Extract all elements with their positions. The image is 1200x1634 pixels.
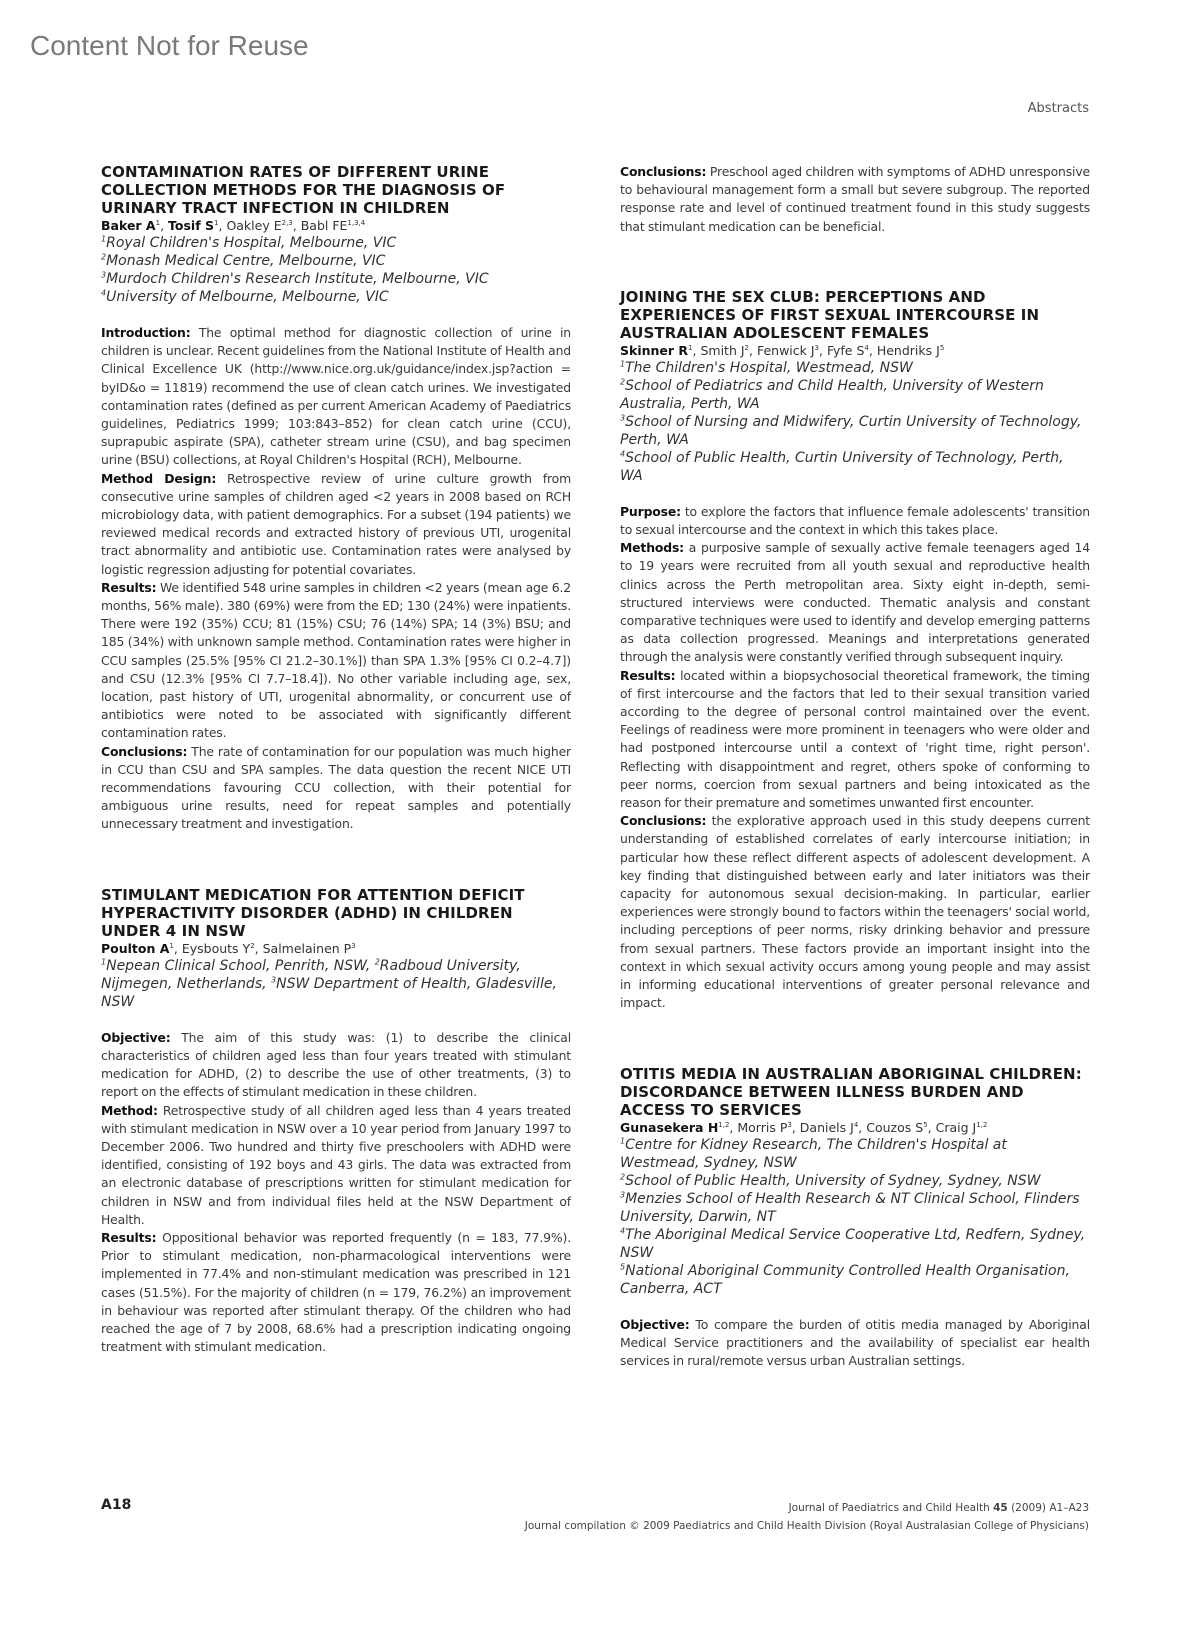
section-results: Results: located within a biopsychosocial theoretical framework, the timing of first intercourse and the factors that led to their sexual transition varied according to the degree of personal control maintained over the event. Feelings of readiness were more prominent in teenagers who were older and had postponed intercourse until a context of 'right time, right person'. Reflecting with disappointment and regret, others spoke of conforming to peer norms, coercion from sexual partners and being intoxicated as the reason for their premature and sometimes unwanted first encounter. (620, 667, 1090, 811)
author-list: Baker $A^1$, Tosif $S^1$, Oakley E$^{2,3}$, Babl FE$^{1,3,4}$ (101, 218, 366, 233)
author-name: Baker A (101, 218, 156, 233)
section-results: Results: Oppositional behavior was reported frequently (n = 183, 77.9%). Prior to stimulant medication, non-pharmacological interventions were implemented in 77.4% and non-stimulant medication was prescribed in 121 cases (51.5%). For the majority of children (n = 179, 76.2%) an improvement in behaviour was reported after stimulant therapy. Of the children who had reached the age of 7 by 2008, 68.6% had a prescription indicating ongoing treatment with stimulant medication. (101, 1229, 571, 1355)
column-left (101, 163, 571, 1404)
author-name: Salmelainen P (262, 940, 352, 956)
affiliation: $^2$School of Public Health, University of Sydney, Sydney, NSW (620, 1171, 1041, 1189)
abstract-stimulant-adhd (101, 886, 571, 1357)
author-name: Tosif S (168, 218, 215, 233)
journal-footer (525, 1499, 1089, 1535)
section-methods: Methods: a purposive sample of sexually active female teenagers aged 14 to 19 years were recruited from all youth sexual and reproductive health clinics across the Perth metropolitan area. Sixty eight in-depth, semi-structured interviews were conducted. Thematic analysis and constant comparative techniques were used to identify and develop emerging patterns as data collection progressed. Meanings and interpretations generated through the analysis were constantly verified through subsequent inquiry. (620, 540, 1090, 665)
section-method-design: Method Design: Retrospective review of urine culture growth from consecutive urine samples of children aged <2 years in 2008 based on RCH microbiology data, with patient demographics. For a subset (194 patients) we reviewed medical records and extracted history of previous UTI, urogenital tract abnormality and antibiotic use. Contamination rates were analysed by logistic regression adjusting for potential covariates. (101, 470, 571, 577)
author-name: Hendriks J (876, 342, 940, 358)
affiliation: $^2$Monash Medical Centre, Melbourne, VIC (101, 252, 386, 269)
copyright-line: Journal compilation © 2009 Paediatrics and Child Health Division (Royal Australasian College of Physicians) (524, 1520, 1089, 1532)
section-method: Method: Retrospective study of all children aged less than 4 years treated with stimulant medication in NSW over a 10 year period from January 1997 to December 2006. Two hundred and thirty five preschoolers with ADHD were identified, consisting of 192 boys and 43 girls. The data was extracted from an electronic database of prescriptions written for stimulant medication for children in NSW and from individual files held at the NSW Department of Health. (101, 1102, 571, 1227)
affiliation: $^1$Royal Children's Hospital, Melbourne, VIC (101, 234, 397, 251)
affiliation-list (620, 1136, 1090, 1298)
abstract-title: OTITIS MEDIA IN AUSTRALIAN ABORIGINAL CHILDREN: DISCORDANCE BETWEEN ILLNESS BURDEN AND ACCESS TO SERVICES (620, 1064, 1082, 1119)
affiliation: $^5$National Aboriginal Community Controlled Health Organisation, Canberra, ACT (620, 1261, 1070, 1297)
abstract-title: STIMULANT MEDICATION FOR ATTENTION DEFICIT HYPERACTIVITY DISORDER (ADHD) IN CHILDREN UNDER 4 IN NSW (101, 885, 525, 940)
abstract-sex-club (620, 288, 1090, 1013)
affiliation: $^1$Nepean Clinical School, Penrith, NSW, $^2$Radboud University, Nijmegen, Netherlands, $^3$NSW Department of Health, Gladesville, NSW (101, 957, 557, 1010)
author-affiliation-marker: 5 (939, 343, 945, 352)
affiliation-list (620, 359, 1090, 485)
author-affiliation-marker: 4 (853, 1120, 859, 1129)
journal-citation: Journal of Paediatrics and Child Health 45 (2009) A1–A23 (788, 1502, 1089, 1514)
abstract-urine-contamination (101, 163, 571, 834)
column-right (620, 163, 1090, 1418)
author-list: Skinner $R^1$, Smith $J^2$, Fenwick $J^3$, Fyfe $S^4$, Hendriks $J^5$ (620, 342, 945, 358)
author-name: Eysbouts Y (181, 940, 251, 956)
abstract-title: JOINING THE SEX CLUB: PERCEPTIONS AND EXPERIENCES OF FIRST SEXUAL INTERCOURSE IN AUSTRALIAN ADOLESCENT FEMALES (620, 287, 1040, 342)
affiliation: $^4$The Aboriginal Medical Service Cooperative Ltd, Redfern, Sydney, NSW (620, 1225, 1086, 1261)
affiliation: $^1$The Children's Hospital, Westmead, NSW (620, 359, 913, 376)
author-name: Daniels J (799, 1119, 854, 1135)
author-affiliation-marker: 2,3 (281, 218, 293, 227)
author-name: Couzos S (866, 1119, 924, 1135)
author-name: Fenwick J (756, 342, 815, 358)
affiliation-list (101, 957, 571, 1011)
author-affiliation-marker: 1 (688, 343, 693, 352)
section-objective: Objective: To compare the burden of otitis media managed by Aboriginal Medical Service practitioners and the availability of specialist ear health services in rural/remote versus urban Australian settings. (620, 1316, 1090, 1368)
author-affiliation-marker: 3 (814, 343, 820, 352)
author-affiliation-marker: 3 (351, 941, 356, 950)
author-list: Poulton $A^1$, Eysbouts $Y^2$, Salmelainen $P^3$ (101, 940, 356, 956)
affiliation: $^3$Murdoch Children's Research Institute, Melbourne, VIC (101, 270, 489, 287)
affiliation: $^2$School of Pediatrics and Child Health, University of Western Australia, Perth, WA (620, 377, 1044, 412)
section-conclusions: Conclusions: Preschool aged children with symptoms of ADHD unresponsive to behavioural management form a small but severe subgroup. The reported response rate and level of continued treatment found in this study suggests that stimulant medication can be beneficial. (620, 164, 1090, 234)
author-affiliation-marker: 1,2 (718, 1120, 730, 1129)
author-name: Smith J (700, 342, 745, 358)
abstract-stimulant-adhd-continued (620, 163, 1090, 236)
affiliation: $^3$School of Nursing and Midwifery, Curtin University of Technology, Perth, WA (620, 413, 1082, 448)
section-conclusions: Conclusions: the explorative approach used in this study deepens current understanding of established correlates of early intercourse initiation; in particular how these reflect different aspects of adolescent development. A key finding that distinguished between early and later initiators was their capacity for autonomous sexual decision-making. In particular, earlier experiences were strongly bound to factors within the teenagers' social world, including perceptions of peer norms, risky drinking behavior and pressure from sexual partners. These factors provide an important insight into the context in which sexual activity occurs among young people and may assist in informing educational interventions of greater personal relevance and impact. (620, 813, 1090, 1011)
author-affiliation-marker: 4 (864, 343, 869, 352)
affiliation: $^3$Menzies School of Health Research & NT Clinical School, Flinders University, Darwin, NT (620, 1189, 1080, 1225)
author-name: Morris P (737, 1119, 788, 1135)
page-number: A18 (101, 1497, 132, 1513)
affiliation: $^4$School of Public Health, Curtin University of Technology, Perth, WA (620, 449, 1064, 484)
author-affiliation-marker: 3 (787, 1120, 792, 1129)
author-affiliation-marker: 1,3,4 (347, 218, 366, 227)
author-affiliation-marker: 1 (214, 218, 219, 227)
author-name: Skinner R (620, 342, 689, 358)
author-affiliation-marker: 1 (169, 941, 174, 950)
author-name: Poulton A (101, 940, 170, 956)
author-affiliation-marker: 1,2 (976, 1120, 988, 1129)
affiliation: $^1$Centre for Kidney Research, The Children's Hospital at Westmead, Sydney, NSW (620, 1135, 1007, 1171)
author-affiliation-marker: 5 (923, 1120, 928, 1129)
author-affiliation-marker: 2 (250, 941, 255, 950)
section-results: Results: We identified 548 urine samples in children <2 years (mean age 6.2 months, 56% male). 380 (69%) were from the ED; 130 (24%) were inpatients. There were 192 (35%) CCU; 81 (15%) CSU; 76 (14%) SPA; 14 (3%) BSU; and 185 (34%) with unknown sample method. Contamination rates were higher in CCU samples (25.5% [95% CI 21.2–30.1%]) than SPA 1.3% [95% CI 0.2–4.7]) and CSU (12.3% [95% CI 7.7–18.4]). No other variable including age, sex, location, past history of UTI, urogenital abnormality, or concurrent use of antibiotics were noted to be associated with significantly different contamination rates. (101, 579, 571, 741)
section-conclusions: Conclusions: The rate of contamination for our population was much higher in CCU than CSU and SPA samples. The data question the recent NICE UTI recommendations favouring CCU collection, with their potential for ambiguous urine results, need for repeat samples and potentially unnecessary treatment and investigation. (101, 743, 571, 832)
affiliation: $^4$University of Melbourne, Melbourne, VIC (101, 288, 389, 305)
section-introduction: Introduction: The optimal method for diagnostic collection of urine in children is unclear. Recent guidelines from the National Institute of Health and Clinical Excellence UK (http://www.nice.org.uk/guidance/index.jsp?action = byID&o = 11819) recommend the use of clean catch urines. We investigated contamination rates (defined as per current American Academy of Paediatrics guidelines, Pediatrics 1999; 103:843–852) for clean catch urine (CCU), suprapubic aspirate (SPA), catheter stream urine (CSU), and bag specimen urine (BSU) collections, at Royal Children's Hospital (RCH), Melbourne. (101, 325, 571, 468)
author-name: Babl FE (300, 218, 348, 233)
abstract-title: CONTAMINATION RATES OF DIFFERENT URINE COLLECTION METHODS FOR THE DIAGNOSIS OF URINARY TRACT INFECTION IN CHILDREN (101, 163, 506, 217)
author-name: Oakley E (226, 218, 282, 233)
section-purpose: Purpose: to explore the factors that influence female adolescents' transition to sexual intercourse and the context in which this takes place. (620, 503, 1090, 538)
affiliation-list (101, 234, 571, 306)
author-affiliation-marker: 1 (155, 218, 161, 227)
section-objective: Objective: The aim of this study was: (1) to describe the clinical characteristics of children aged less than four years treated with stimulant medication for ADHD, (2) to describe the use of other treatments, (3) to report on the effects of stimulant medication in these children. (101, 1029, 571, 1100)
running-head: Abstracts (1027, 101, 1089, 116)
author-affiliation-marker: 2 (744, 343, 749, 352)
author-name: Gunasekera H (620, 1119, 719, 1135)
abstract-otitis-media (620, 1065, 1090, 1371)
author-list: Gunasekera H$^{1,2}$, Morris $P^3$, Daniels $J^4$, Couzos $S^5$, Craig J$^{1,2}$ (620, 1119, 988, 1135)
author-name: Craig J (935, 1119, 977, 1135)
author-name: Fyfe S (826, 342, 865, 358)
watermark: Content Not for Reuse (30, 30, 309, 61)
